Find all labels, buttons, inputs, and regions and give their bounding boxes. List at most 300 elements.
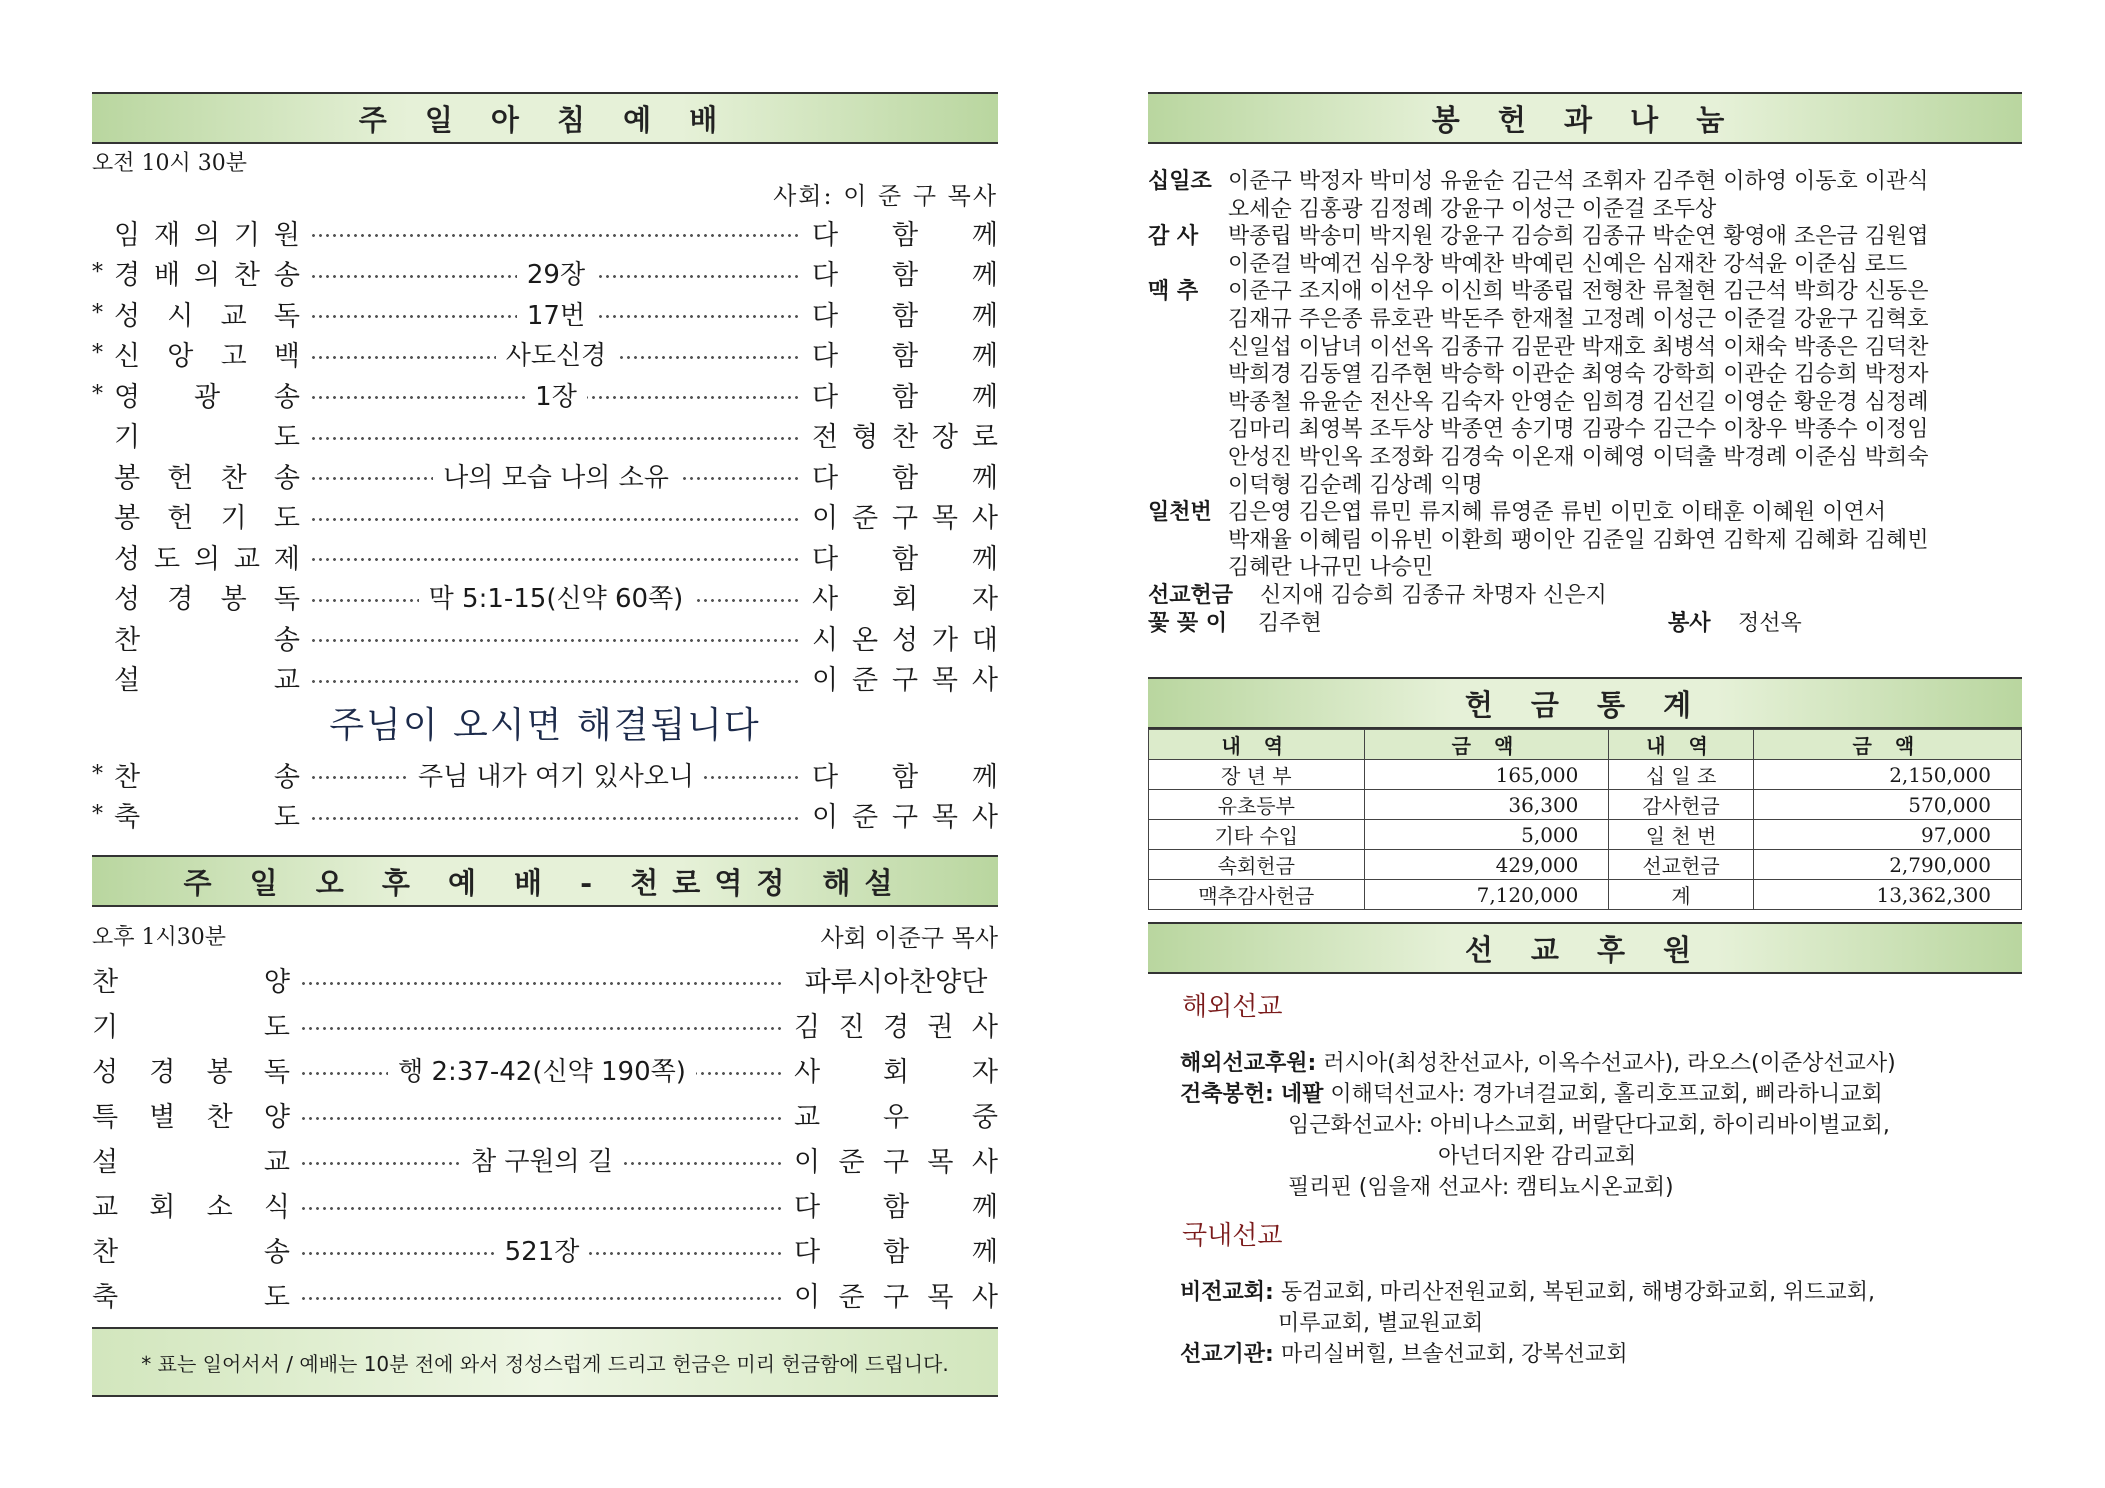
afternoon-row: [92, 1002, 998, 1047]
stats-header-cell: 내 역: [1609, 730, 1753, 760]
overseas-support-line: [1180, 1048, 2022, 1079]
offering-line: [1148, 168, 2022, 196]
leader-char: 회: [891, 584, 919, 616]
leader-dots: [300, 1092, 784, 1137]
offering-category: [1148, 554, 1228, 582]
offering-category: [1148, 527, 1228, 555]
leader-char: 목: [931, 665, 958, 697]
offering-category: [1148, 389, 1228, 417]
name-char: 헌: [167, 503, 194, 535]
offering-names: 신지애 김승희 김종규 차명자 신은지: [1260, 582, 1607, 608]
name-char: 찬: [92, 967, 119, 998]
leader-dots: [310, 754, 802, 795]
name-char: 찬: [220, 462, 247, 494]
order-detail: 29장: [517, 254, 595, 291]
right-column: [1148, 92, 2022, 1370]
name-char: 의: [193, 543, 221, 575]
order-row: [92, 293, 998, 334]
leader-char: 다: [812, 219, 839, 251]
name-char: 설: [114, 665, 141, 697]
leader-char: 시: [812, 624, 839, 656]
leader-dots: [310, 334, 802, 375]
name-char: 경: [167, 584, 194, 616]
leader-char: 온: [851, 624, 879, 656]
stats-cell: 맥추감사헌금: [1149, 880, 1365, 910]
standing-mark: *: [92, 381, 103, 407]
leader-char: 함: [891, 462, 919, 494]
standing-mark: *: [92, 761, 103, 787]
leader-char: 파루시아찬양단: [804, 967, 988, 998]
order-row: [92, 253, 998, 294]
leader-dots: [310, 617, 802, 658]
name-char: 기: [233, 219, 260, 251]
stats-body: [1149, 760, 2022, 910]
afternoon-row: [92, 1047, 998, 1092]
name-char: 광: [193, 381, 221, 413]
name-char: 교: [92, 1192, 119, 1223]
building-line-4: 필리핀 (임을재 선교사: 캠티뇨시온교회): [1288, 1175, 1674, 1201]
name-char: 찬: [233, 260, 260, 292]
order-row: [92, 374, 998, 415]
name-char: 도: [273, 503, 300, 535]
order-detail: 사도신경: [496, 335, 616, 372]
afternoon-leader: [794, 1050, 998, 1089]
name-char: 송: [263, 1237, 290, 1268]
name-char: 도: [153, 543, 181, 575]
order-row: [92, 212, 998, 253]
order-item-name: [110, 415, 300, 454]
standing-mark: *: [92, 341, 103, 367]
stats-cell: 570,000: [1753, 790, 2021, 820]
name-char: 성: [114, 543, 141, 575]
leader-char: 다: [794, 1237, 821, 1268]
order-row: [92, 754, 998, 795]
afternoon-detail: 참 구원의 길: [461, 1141, 623, 1178]
vision-label: 비전교회:: [1180, 1280, 1274, 1306]
order-leader: [812, 496, 998, 535]
afternoon-row: [92, 1227, 998, 1272]
order-row: [92, 795, 998, 836]
offering-line: [1148, 251, 2022, 279]
name-char: 성: [92, 1057, 119, 1088]
leader-char: 회: [882, 1057, 910, 1088]
name-char: 소: [206, 1192, 233, 1223]
afternoon-leader: [794, 1230, 998, 1269]
order-leader: [812, 658, 998, 697]
leader-char: 사: [794, 1057, 821, 1088]
order-leader: [812, 334, 998, 373]
offering-names: 박종철 유윤순 전산옥 김숙자 안영순 임희경 김선길 이영순 황운경 심정례: [1228, 389, 1929, 415]
leader-char: 권: [927, 1012, 954, 1043]
name-char: 양: [263, 967, 290, 998]
offering-names: 이덕형 김순례 김상례 익명: [1228, 472, 1483, 498]
offering-category: [1148, 251, 1228, 279]
leader-char: 사: [971, 1282, 998, 1313]
leader-char: 함: [891, 300, 919, 332]
building-line-2: 임근화선교사: 아비나스교회, 버랄단다교회, 하이리바이벌교회,: [1288, 1113, 1890, 1139]
order-leader: [812, 537, 998, 576]
order-leader: [812, 213, 998, 252]
footnote: * 표는 일어서서 / 예배는 10분 전에 와서 정성스럽게 드리고 헌금은 미리 헌금함에 드립니다.: [92, 1327, 998, 1397]
name-char: 재: [153, 219, 181, 251]
name-char: 원: [273, 219, 300, 251]
order-item-name: [110, 334, 300, 373]
leader-char: 께: [971, 1192, 998, 1223]
afternoon-detail: 행 2:37-42(신약 190쪽): [388, 1051, 696, 1088]
leader-char: 함: [891, 543, 919, 575]
afternoon-item-name: [92, 960, 290, 999]
leader-char: 함: [891, 219, 919, 251]
leader-dots: [300, 1002, 784, 1047]
order-leader: [812, 375, 998, 414]
order-leader: [812, 795, 998, 834]
stats-cell: 장 년 부: [1149, 760, 1365, 790]
name-char: 제: [273, 543, 300, 575]
leader-char: 구: [891, 665, 919, 697]
offering-line: [1148, 527, 2022, 555]
leader-dots: [310, 293, 802, 334]
name-char: 기: [114, 422, 141, 454]
overseas-mission-title: 해외선교: [1182, 992, 1283, 1023]
order-item-name: [110, 456, 300, 495]
leader-char: 준: [851, 802, 879, 834]
order-item-name: [110, 537, 300, 576]
offering-list: [1148, 168, 2022, 610]
leader-char: 진: [838, 1012, 865, 1043]
stats-cell: 계: [1609, 880, 1753, 910]
leader-dots: [310, 536, 802, 577]
morning-order-list: [92, 212, 998, 698]
leader-char: 함: [891, 381, 919, 413]
order-leader: [812, 618, 998, 657]
order-row: [92, 577, 998, 618]
offering-names: 이준구 박정자 박미성 유윤순 김근석 조휘자 김주현 이하영 이동호 이관식: [1228, 169, 1929, 194]
name-char: 독: [263, 1057, 290, 1088]
offering-line: [1148, 334, 2022, 362]
offering-line: [1148, 472, 2022, 500]
name-char: 찬: [114, 761, 141, 793]
name-char: 경: [114, 260, 141, 292]
sermon-title: 주님이 오시면 해결됩니다: [329, 705, 761, 746]
afternoon-item-name: [92, 1140, 290, 1179]
stats-cell: 13,362,300: [1753, 880, 2021, 910]
name-char: 설: [92, 1147, 119, 1178]
offering-names: 이준걸 박예건 심우창 박예찬 박예린 신예은 심재찬 강석윤 이준심 로드: [1228, 251, 1908, 277]
offering-line: [1148, 278, 2022, 306]
leader-char: 경: [882, 1012, 910, 1043]
afternoon-item-name: [92, 1185, 290, 1224]
leader-char: 함: [891, 761, 919, 793]
name-char: 송: [273, 624, 300, 656]
offering-names: 오세순 김홍광 김정례 강윤구 이성근 이준걸 조두상: [1228, 196, 1717, 222]
morning-presider: 사회: 이 준 구 목사: [773, 182, 998, 210]
name-char: 축: [114, 802, 141, 834]
stats-header-cell: 내 역: [1149, 730, 1365, 760]
leader-char: 준: [838, 1282, 865, 1313]
afternoon-row: [92, 1272, 998, 1317]
leader-char: 준: [851, 665, 879, 697]
name-char: 교: [233, 543, 260, 575]
leader-char: 께: [971, 300, 998, 332]
offering-line: [1148, 499, 2022, 527]
service-label: 봉사: [1668, 610, 1711, 636]
leader-char: 사: [971, 1012, 998, 1043]
offering-category: [1148, 472, 1228, 500]
stats-cell: 165,000: [1364, 760, 1609, 790]
order-detail: 17번: [517, 295, 595, 332]
leader-char: 준: [838, 1147, 865, 1178]
leader-char: 이: [812, 802, 839, 834]
leader-char: 사: [971, 665, 998, 697]
leader-char: 다: [812, 543, 839, 575]
offering-category: [1148, 416, 1228, 444]
order-leader: [812, 415, 998, 454]
name-char: 앙: [167, 341, 194, 373]
leader-char: 전: [812, 422, 839, 454]
order-item-name: [110, 213, 300, 252]
name-char: 찬: [206, 1102, 233, 1133]
offering-names: 김마리 최영복 조두상 박종연 송기명 김광수 김근수 이창우 박종수 이정임: [1228, 417, 1929, 443]
name-char: 송: [273, 462, 300, 494]
name-char: 특: [92, 1102, 119, 1133]
stats-head-row: [1149, 730, 2022, 760]
order-detail: 주님 내가 여기 있사오니: [408, 756, 704, 793]
name-char: 회: [149, 1192, 176, 1223]
offering-line: [1148, 582, 2022, 610]
stats-cell: 유초등부: [1149, 790, 1365, 820]
afternoon-leader: [794, 1185, 998, 1224]
leader-char: 이: [812, 503, 839, 535]
afternoon-order-list: [92, 957, 998, 1317]
overseas-support-text: 러시아(최성찬선교사, 이옥수선교사), 라오스(이준상선교사): [1323, 1051, 1896, 1077]
leader-char: 이: [794, 1147, 821, 1178]
institution-text: 마리실버힐, 브솔선교회, 강복선교회: [1280, 1342, 1628, 1368]
stats-row: [1149, 880, 2022, 910]
order-item-name: [110, 658, 300, 697]
leader-char: 이: [812, 665, 839, 697]
leader-dots: [310, 212, 802, 253]
leader-char: 께: [971, 761, 998, 793]
leader-char: 사: [812, 584, 839, 616]
leader-char: 자: [971, 1057, 998, 1088]
offering-category: [1148, 196, 1228, 224]
stats-cell: 5,000: [1364, 820, 1609, 850]
name-char: 백: [273, 341, 300, 373]
leader-char: 사: [971, 1147, 998, 1178]
name-char: 도: [273, 802, 300, 834]
flower-label: 꽃 꽂 이: [1148, 610, 1228, 636]
name-char: 찬: [114, 624, 141, 656]
name-char: 송: [273, 260, 300, 292]
order-row: [92, 455, 998, 496]
leader-char: 다: [794, 1192, 821, 1223]
stats-header-cell: 금 액: [1364, 730, 1609, 760]
offering-names: 김은영 김은엽 류민 류지혜 류영준 류빈 이민호 이태훈 이혜원 이연서: [1228, 500, 1886, 526]
name-char: 임: [114, 219, 141, 251]
leader-char: 다: [812, 341, 839, 373]
building-text-1: 이해덕선교사: 경가녀걸교회, 홀리호프교회, 삐라하니교회: [1330, 1082, 1883, 1108]
order-item-name: [110, 795, 300, 834]
name-char: 성: [114, 584, 141, 616]
name-char: 축: [92, 1282, 119, 1313]
stats-row: [1149, 760, 2022, 790]
offering-line: [1148, 554, 2022, 582]
afternoon-presider: 사회 이준구 목사: [820, 923, 998, 952]
stats-row: [1149, 850, 2022, 880]
name-char: 배: [153, 260, 181, 292]
leader-dots: [310, 658, 802, 699]
offering-category: 십일조: [1148, 169, 1212, 194]
offering-line: [1148, 389, 2022, 417]
leader-char: 사: [971, 802, 998, 834]
leader-char: 께: [971, 260, 998, 292]
leader-char: 사: [971, 503, 998, 535]
name-char: 양: [263, 1102, 290, 1133]
leader-char: 께: [971, 381, 998, 413]
vision-line-2: 미루교회, 별교원교회: [1278, 1311, 1484, 1337]
offering-category: [1148, 306, 1228, 334]
order-item-name: [110, 375, 300, 414]
offering-names: 이준구 조지애 이선우 이신희 박종립 전형찬 류철현 김근석 박희강 신동은: [1228, 279, 1929, 305]
afternoon-item-name: [92, 1005, 290, 1044]
afternoon-item-name: [92, 1230, 290, 1269]
name-char: 독: [273, 584, 300, 616]
institution-line: [1180, 1339, 2022, 1370]
offering-header: 봉 헌 과 나 눔: [1148, 92, 2022, 144]
mission-header: 선 교 후 원: [1148, 922, 2022, 974]
leader-char: 께: [971, 462, 998, 494]
order-detail: 1장: [525, 376, 587, 413]
leader-char: 께: [971, 341, 998, 373]
leader-char: 목: [927, 1147, 954, 1178]
leader-char: 함: [891, 260, 919, 292]
afternoon-leader: [794, 960, 998, 999]
offering-category: [1148, 444, 1228, 472]
leader-char: 우: [882, 1102, 910, 1133]
name-char: 도: [273, 422, 300, 454]
order-row: [92, 415, 998, 456]
offering-names: 박희경 김동열 김주현 박승학 이관순 최영숙 강학희 이관순 김승희 박정자: [1228, 362, 1929, 388]
offering-stats-table: [1148, 729, 2022, 910]
offering-category: [1148, 361, 1228, 389]
morning-time: 오전 10시 30분: [92, 151, 247, 176]
leader-char: 다: [812, 462, 839, 494]
name-char: 성: [114, 300, 141, 332]
vision-text-1: 동검교회, 마리산전원교회, 복된교회, 해병강화교회, 위드교회,: [1280, 1280, 1876, 1306]
afternoon-time: 오후 1시30분: [92, 924, 226, 950]
afternoon-item-name: [92, 1095, 290, 1134]
leader-char: 목: [931, 503, 958, 535]
offering-line: [1148, 306, 2022, 334]
name-char: 교: [220, 300, 247, 332]
order-item-name: [110, 496, 300, 535]
leader-char: 장: [931, 422, 958, 454]
service-name: 정선옥: [1738, 610, 1802, 636]
leader-char: 준: [851, 503, 879, 535]
order-item-name: [110, 755, 300, 794]
name-char: 도: [263, 1282, 290, 1313]
stats-row: [1149, 790, 2022, 820]
leader-dots: [300, 1182, 784, 1227]
name-char: 송: [273, 761, 300, 793]
leader-char: 이: [794, 1282, 821, 1313]
leader-char: 께: [971, 1237, 998, 1268]
flower-name: 김주현: [1258, 610, 1322, 636]
leader-char: 다: [812, 300, 839, 332]
leader-char: 자: [971, 584, 998, 616]
building-nepal: 네팔: [1280, 1082, 1324, 1108]
afternoon-leader: [794, 1140, 998, 1179]
leader-char: 다: [812, 761, 839, 793]
leader-dots: [310, 455, 802, 496]
leader-char: 목: [931, 802, 958, 834]
offering-names: 신일섭 이남녀 이선옥 김종규 김문관 박재호 최병석 이채숙 박종은 김덕찬: [1228, 334, 1929, 360]
offering-category: [1148, 334, 1228, 362]
volunteer-line: [1148, 610, 2022, 638]
leader-dots: [300, 1137, 784, 1182]
offering-category: 일천번: [1148, 500, 1212, 526]
stats-cell: 일 천 번: [1609, 820, 1753, 850]
stats-cell: 429,000: [1364, 850, 1609, 880]
leader-char: 김: [794, 1012, 821, 1043]
vision-line-1: [1180, 1277, 2022, 1308]
leader-char: 찬: [891, 422, 919, 454]
overseas-support-label: 해외선교후원:: [1180, 1051, 1317, 1077]
standing-mark: *: [92, 300, 103, 326]
offering-names: 안성진 박인옥 조정화 김경숙 이온재 이혜영 이덕출 박경례 이준심 박희숙: [1228, 444, 1929, 470]
order-item-name: [110, 618, 300, 657]
offering-names: 박재율 이혜림 이유빈 이환희 팽이안 김준일 김화연 김학제 김혜화 김혜빈: [1228, 527, 1929, 553]
offering-names: 김재규 주은종 류호관 박돈주 한재철 고정례 이성근 이준걸 강윤구 김혁호: [1228, 306, 1929, 332]
offering-category: 감 사: [1148, 224, 1199, 250]
order-item-name: [110, 577, 300, 616]
order-row: [92, 496, 998, 537]
name-char: 별: [149, 1102, 176, 1133]
leader-char: 교: [794, 1102, 821, 1133]
name-char: 봉: [114, 462, 141, 494]
leader-dots: [310, 577, 802, 618]
afternoon-item-name: [92, 1050, 290, 1089]
afternoon-item-name: [92, 1275, 290, 1314]
leader-char: 대: [971, 624, 998, 656]
stats-cell: 2,790,000: [1753, 850, 2021, 880]
leader-char: 함: [882, 1192, 910, 1223]
offering-category: 선교헌금: [1148, 582, 1234, 608]
order-item-name: [110, 294, 300, 333]
name-char: 헌: [167, 462, 194, 494]
name-char: 도: [263, 1012, 290, 1043]
name-char: 식: [263, 1192, 290, 1223]
afternoon-leader: [794, 1005, 998, 1044]
standing-mark: *: [92, 260, 103, 286]
leader-char: 구: [891, 802, 919, 834]
name-char: 봉: [114, 503, 141, 535]
stats-header-cell: 금 액: [1753, 730, 2021, 760]
offering-line: [1148, 361, 2022, 389]
leader-dots: [310, 253, 802, 294]
order-row: [92, 658, 998, 699]
leader-dots: [300, 1227, 784, 1272]
leader-char: 목: [927, 1282, 954, 1313]
leader-dots: [310, 496, 802, 537]
stats-cell: 속회헌금: [1149, 850, 1365, 880]
order-detail: 막 5:1-15(신약 60쪽): [419, 578, 694, 615]
name-char: 기: [92, 1012, 119, 1043]
morning-closing-list: [92, 754, 998, 835]
order-row: [92, 334, 998, 375]
name-char: 봉: [206, 1057, 233, 1088]
stats-cell: 36,300: [1364, 790, 1609, 820]
